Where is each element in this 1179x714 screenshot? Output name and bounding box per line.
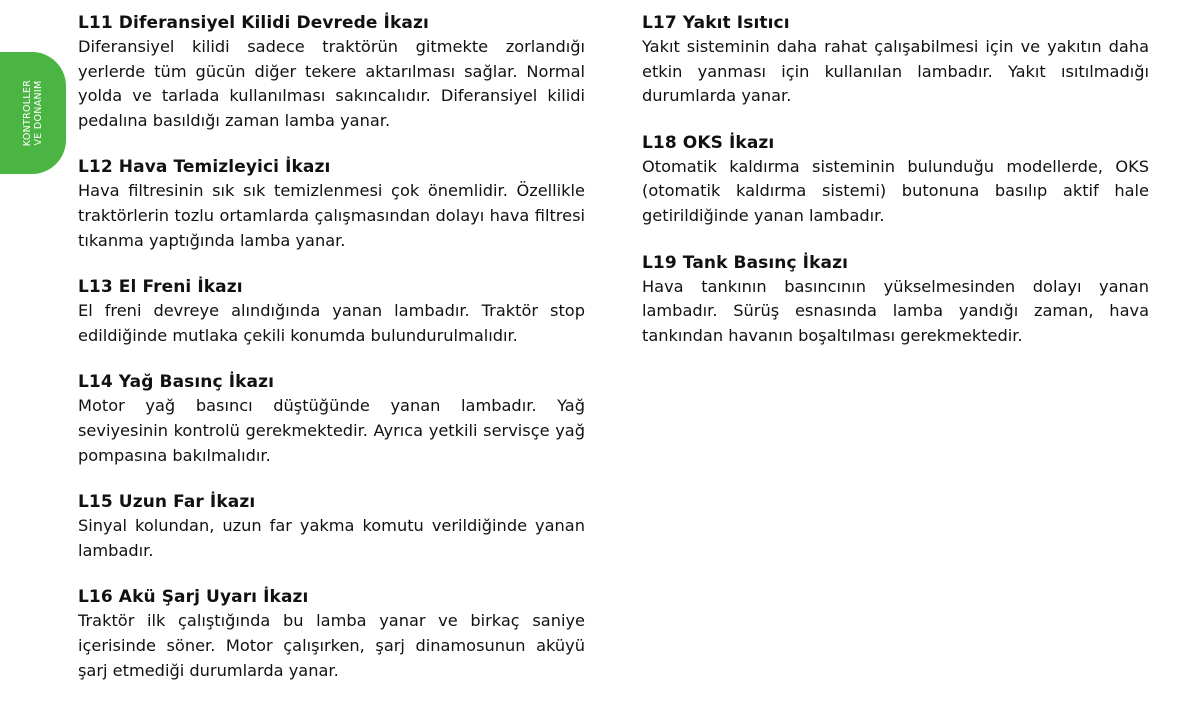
section-l16 [78,585,585,683]
section-title: L19 Tank Basınç İkazı [642,252,849,273]
section-body: Hava tankının basıncının yükselmesinden dolayı yanan lambadır. Sürüş esnasında lamba yandığı zaman, hava tankından havanın boşaltılması gerekmektedir. [642,276,1149,345]
side-section-label-line1: KONTROLLER [22,79,33,147]
right-column [642,11,1149,370]
section-title: L12 Hava Temizleyici İkazı [78,157,331,178]
side-section-label [22,80,44,146]
section-body: Motor yağ basıncı düştüğünde yanan lambadır. Yağ seviyesinin kontrolü gerekmektedir. Ayrıca yetkili servisçe yağ pompasına bakılmalıdır. [78,396,585,465]
section-body: Hava filtresinin sık sık temizlenmesi çok önemlidir. Özellikle traktörlerin tozlu ortamlarda çalışmasından dolayı hava filtresi tıkanma yaptığında lamba yanar. [78,181,585,250]
side-section-tab [0,52,66,174]
section-l15 [78,490,585,563]
left-column [78,11,585,705]
section-body: Otomatik kaldırma sisteminin bulunduğu modellerde, OKS (otomatik kaldırma sistemi) butonuna basılıp aktif hale getirildiğinde yanan lambadır. [642,156,1149,225]
section-body: Sinyal kolundan, uzun far yakma komutu verildiğinde yanan lambadır. [78,516,585,560]
section-l12 [78,155,585,253]
section-l14 [78,370,585,468]
section-title: L13 El Freni İkazı [78,277,243,298]
section-body: Traktör ilk çalıştığında bu lamba yanar ve birkaç saniye içerisinde söner. Motor çalışırken, şarj dinamosunun aküyü şarj etmediği durumlarda yanar. [78,611,585,680]
section-title: L15 Uzun Far İkazı [78,492,256,513]
section-title: L16 Akü Şarj Uyarı İkazı [78,587,309,608]
section-l18 [642,131,1149,229]
section-l17 [642,11,1149,109]
section-l19 [642,251,1149,349]
section-title: L17 Yakıt Isıtıcı [642,13,790,33]
section-title: L14 Yağ Basınç İkazı [78,372,275,393]
section-l11 [78,11,585,133]
side-section-label-line2: VE DONANIM [33,80,44,146]
section-l13 [78,275,585,348]
section-body: El freni devreye alındığında yanan lambadır. Traktör stop edildiğinde mutlaka çekili konumda bulundurulmalıdır. [78,301,585,345]
section-body: Yakıt sisteminin daha rahat çalışabilmesi için ve yakıtın daha etkin yanması için kullanılan lambadır. Yakıt ısıtılmadığı durumlarda yanar. [642,37,1149,106]
section-title: L18 OKS İkazı [642,132,775,153]
section-body: Diferansiyel kilidi sadece traktörün gitmekte zorlandığı yerlerde tüm gücün diğer tekere aktarılması sağlar. Normal yolda ve tarlada kullanılması sakıncalıdır. Diferansiyel kilidi pedalına basıldığı zaman lamba yanar. [78,37,585,130]
section-title: L11 Diferansiyel Kilidi Devrede İkazı [78,13,429,33]
